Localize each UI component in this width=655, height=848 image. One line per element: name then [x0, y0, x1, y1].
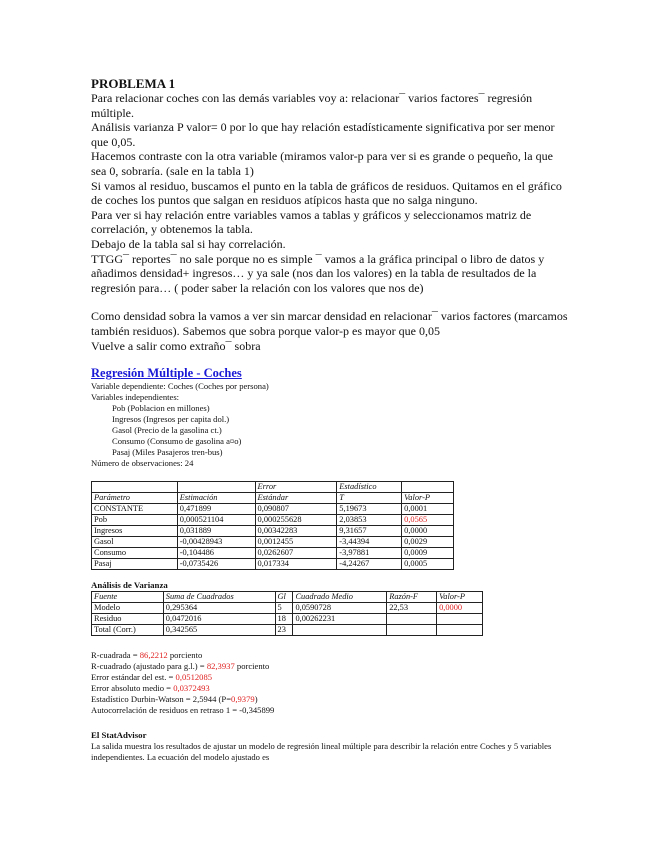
note-paragraph: Si vamos al residuo, buscamos el punto en la tabla de gráficos de residuos. Quitamos en el gráfico de coches los puntos que salgan en residuos atípicos hasta que no salga ninguno. [91, 178, 562, 208]
table-cell [387, 625, 437, 636]
independent-label: Variables independientes: [91, 392, 180, 403]
note-paragraph: Para ver si hay relación entre variables vamos a tablas y gráficos y seleccionamos matriz de correlación, y obtenemos la tabla. [91, 207, 532, 237]
note-paragraph: Para relacionar coches con las demás variables voy a: relacionar¯ varios factores¯ regresión múltiple. [91, 91, 533, 120]
table-cell: 23 [275, 625, 293, 636]
table-header-cell: Valor-P [437, 592, 483, 603]
table-cell: 2,03853 [337, 515, 402, 526]
table-header-cell: Parámetro [92, 493, 178, 504]
table-cell: -0,0735426 [177, 559, 255, 570]
table-cell: 0,00342283 [255, 526, 337, 537]
table-cell: 0,0000 [402, 526, 454, 537]
note-paragraph: Vuelve a salir como extraño¯ sobra [91, 338, 261, 353]
table-cell: 0,0262607 [255, 548, 337, 559]
table-cell: -0,00428943 [177, 537, 255, 548]
table-row [92, 504, 454, 515]
table-header-cell: Valor-P [402, 493, 454, 504]
table-header-cell: T [337, 493, 402, 504]
stat-unit: porciento [167, 650, 203, 661]
table-cell: 0,0590728 [293, 603, 387, 614]
dependent-variable: Variable dependiente: Coches (Coches por persona) [91, 381, 269, 392]
note-paragraph: Como densidad sobra la vamos a ver sin marcar densidad en relacionar¯ varios factores (marcamos también residuos). Sabemos que sobra porque valor-p es mayor que 0,05 [91, 309, 568, 338]
statadvisor-text: La salida muestra los resultados de ajustar un modelo de regresión lineal múltiple para describir la relación entre Coches y 5 variables independientes. La ecuación del modelo ajustado es [91, 741, 552, 763]
table-cell: 5,19673 [337, 504, 402, 515]
variables-block [91, 381, 571, 469]
table-super-header-row [92, 482, 454, 493]
table-cell [437, 614, 483, 625]
table-row [92, 614, 483, 625]
table-cell: 0,0472016 [163, 614, 275, 625]
table-row [92, 559, 454, 570]
table-cell: 0,342565 [163, 625, 275, 636]
table-header-cell [177, 482, 255, 493]
durbin-watson-line [91, 694, 571, 705]
table-cell: 0,0001 [402, 504, 454, 515]
table-cell: -4,24267 [337, 559, 402, 570]
table-header-cell: Estadístico [337, 482, 402, 493]
table-cell: 0,0005 [402, 559, 454, 570]
table-header-cell: Estimación [177, 493, 255, 504]
stat-unit: ) [254, 694, 258, 705]
table-cell: 0,0012455 [255, 537, 337, 548]
r-squared-adjusted-line [91, 661, 571, 672]
notes-block [91, 91, 571, 353]
independent-variable: Ingresos (Ingresos per capita dol.) [112, 414, 230, 425]
independent-variable: Consumo (Consumo de gasolina a¤o) [112, 436, 242, 447]
stat-value: 86,2212 [139, 650, 168, 661]
table-row [92, 515, 454, 526]
table-cell: CONSTANTE [92, 504, 178, 515]
table-header-cell: Error [255, 482, 337, 493]
table-cell-highlighted: 0,0565 [402, 515, 454, 526]
table-cell: 22,53 [387, 603, 437, 614]
fit-statistics [91, 650, 571, 716]
table-cell: Gasol [92, 537, 178, 548]
statadvisor-heading: El StatAdvisor [91, 730, 147, 741]
table-cell: 0,00262231 [293, 614, 387, 625]
anova-heading: Análisis de Varianza [91, 580, 168, 591]
table-cell: 0,471899 [177, 504, 255, 515]
table-header-row [92, 592, 483, 603]
note-paragraph: Hacemos contraste con la otra variable (miramos valor-p para ver si es grande o pequeño, la que sea 0, sobraría. (sale en la tabla 1) [91, 149, 553, 178]
independent-variable: Pasaj (Miles Pasajeros tren-bus) [112, 447, 223, 458]
table-cell: 0,295364 [163, 603, 275, 614]
stat-value: 82,3937 [206, 661, 235, 672]
table-cell [293, 625, 387, 636]
standard-error-line [91, 672, 571, 683]
observation-count: Número de observaciones: 24 [91, 458, 194, 469]
table-cell [387, 614, 437, 625]
table-row [92, 548, 454, 559]
table-cell: 9,31657 [337, 526, 402, 537]
table-row [92, 537, 454, 548]
table-cell: -3,97881 [337, 548, 402, 559]
autocorrelation-line: Autocorrelación de residuos en retraso 1 = -0,345899 [91, 705, 275, 716]
report-heading-link[interactable]: Regresión Múltiple - Coches [91, 366, 242, 381]
table-header-row [92, 493, 454, 504]
table-cell: -3,44394 [337, 537, 402, 548]
stat-label: Estadístico Durbin-Watson = 2,5944 (P= [91, 694, 232, 705]
table-cell: Ingresos [92, 526, 178, 537]
independent-variable: Pob (Poblacion en millones) [112, 403, 210, 414]
table-cell: 0,0009 [402, 548, 454, 559]
table-cell: Residuo [92, 614, 164, 625]
table-header-cell: Gl [275, 592, 293, 603]
table-cell: 5 [275, 603, 293, 614]
table-cell [437, 625, 483, 636]
note-paragraph: Debajo de la tabla sal si hay correlación. [91, 236, 286, 251]
stat-value: 0,0512085 [175, 672, 213, 683]
table-header-cell: Estándar [255, 493, 337, 504]
table-cell: -0,104486 [177, 548, 255, 559]
stat-label: R-cuadrada = [91, 650, 140, 661]
stat-value: 0,0372493 [173, 683, 210, 694]
document-page [91, 76, 571, 763]
table-header-cell: Suma de Cuadrados [163, 592, 275, 603]
table-cell: Pob [92, 515, 178, 526]
anova-table [91, 591, 483, 636]
stat-value: 0,9379 [231, 694, 255, 705]
stat-label: Error estándar del est. = [91, 672, 176, 683]
table-row [92, 625, 483, 636]
stat-label: Error absoluto medio = [91, 683, 174, 694]
table-header-cell: Fuente [92, 592, 164, 603]
table-cell: 0,031889 [177, 526, 255, 537]
stat-unit: porciento [234, 661, 270, 672]
table-cell: 0,000521104 [177, 515, 255, 526]
table-cell: 0,0029 [402, 537, 454, 548]
table-header-cell: Razón-F [387, 592, 437, 603]
r-squared-line [91, 650, 571, 661]
table-cell: 18 [275, 614, 293, 625]
document-title: PROBLEMA 1 [91, 76, 176, 91]
table-cell: Pasaj [92, 559, 178, 570]
independent-variable: Gasol (Precio de la gasolina ct.) [112, 425, 222, 436]
note-paragraph: Análisis varianza P valor= 0 por lo que hay relación estadísticamente significativa por ser menor que 0,05. [91, 120, 555, 149]
table-cell: Total (Corr.) [92, 625, 164, 636]
stat-label: R-cuadrado (ajustado para g.l.) = [91, 661, 207, 672]
table-cell: Modelo [92, 603, 164, 614]
coefficients-table [91, 481, 454, 570]
table-header-cell [402, 482, 454, 493]
table-cell: 0,090807 [255, 504, 337, 515]
mean-absolute-error-line [91, 683, 571, 694]
table-row [92, 526, 454, 537]
table-cell: Consumo [92, 548, 178, 559]
note-paragraph: TTGG¯ reportes¯ no sale porque no es simple ¯ vamos a la gráfica principal o libro de datos y añadimos densidad+ ingresos… y ya sale (nos dan los valores) en la tabla de resultados de la regresión para… ( poder saber la relación con los valores que nos de) [91, 251, 545, 295]
table-header-cell [92, 482, 178, 493]
table-cell-highlighted: 0,0000 [437, 603, 483, 614]
table-cell: 0,000255628 [255, 515, 337, 526]
table-cell: 0,017334 [255, 559, 337, 570]
table-header-cell: Cuadrado Medio [293, 592, 387, 603]
table-row [92, 603, 483, 614]
